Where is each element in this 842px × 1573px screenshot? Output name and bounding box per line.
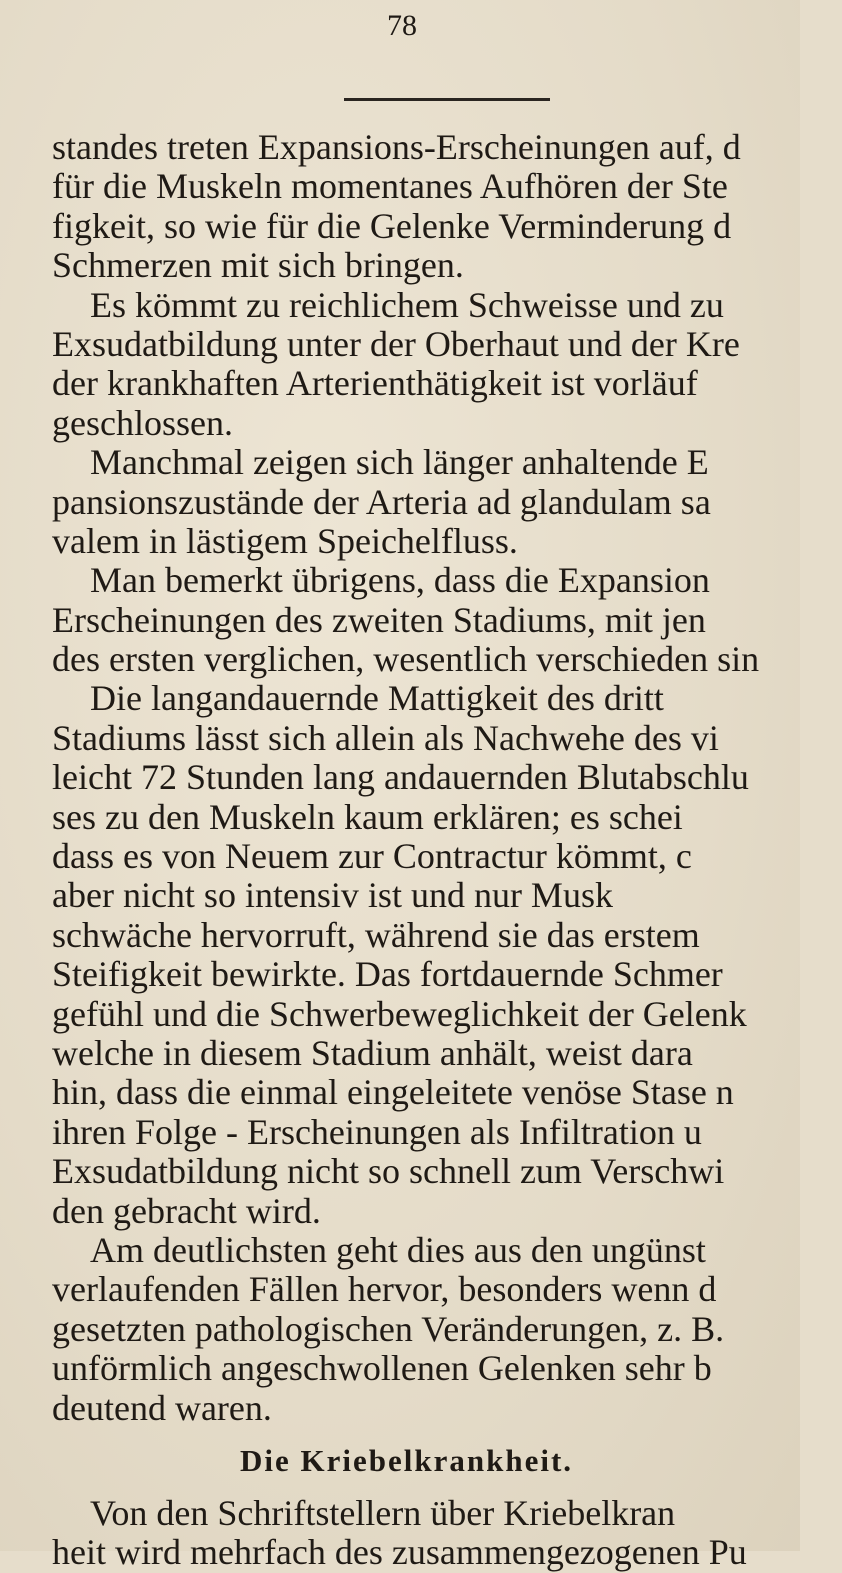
text-line: standes treten Expansions-Erscheinungen auf, d xyxy=(52,127,741,167)
text-line: deutend waren. xyxy=(52,1387,272,1428)
page-number: 78 xyxy=(387,9,417,42)
text-line: verlaufenden Fällen hervor, besonders wenn d xyxy=(52,1269,717,1310)
text-line: gefühl und die Schwerbeweglichkeit der Gelenk xyxy=(52,993,747,1034)
text-line: geschlossen. xyxy=(52,402,233,443)
text-line: für die Muskeln momentanes Aufhören der Ste xyxy=(52,166,728,207)
text-line: leicht 72 Stunden lang andauernden Blutabschlu xyxy=(52,757,749,798)
text-line: Exsudatbildung unter der Oberhaut und der Kre xyxy=(52,323,740,364)
text-line: Erscheinungen des zweiten Stadiums, mit jen xyxy=(52,599,706,640)
body-text xyxy=(52,128,842,1573)
text-line: Manchmal zeigen sich länger anhaltende E xyxy=(90,442,709,483)
text-line: aber nicht so intensiv ist und nur Musk xyxy=(52,875,613,916)
text-line: Exsudatbildung nicht so schnell zum Verschwi xyxy=(52,1151,725,1192)
text-line: heit wird mehrfach des zusammengezogenen Pu xyxy=(52,1532,747,1573)
text-line: ses zu den Muskeln kaum erklären; es schei xyxy=(52,796,683,837)
header-rule xyxy=(344,98,550,101)
text-line: Stadiums lässt sich allein als Nachwehe des vi xyxy=(52,717,719,758)
section-heading: Die Kriebelkrankheit. xyxy=(240,1442,574,1478)
text-line: ihren Folge - Erscheinungen als Infiltration u xyxy=(52,1111,702,1152)
text-line: den gebracht wird. xyxy=(52,1190,321,1231)
text-line: dass es von Neuem zur Contractur kömmt, c xyxy=(52,836,692,877)
text-line: Am deutlichsten geht dies aus den ungünst xyxy=(90,1229,706,1270)
text-line: Schmerzen mit sich bringen. xyxy=(52,245,464,286)
text-line: figkeit, so wie für die Gelenke Verminderung d xyxy=(52,205,732,246)
text-line: hin, dass die einmal eingeleitete venöse Stase n xyxy=(52,1072,734,1113)
text-line: des ersten verglichen, wesentlich verschieden sin xyxy=(52,639,760,680)
text-line: schwäche hervorruft, während sie das erstem xyxy=(52,914,700,955)
text-line: pansionszustände der Arteria ad glandulam sa xyxy=(52,481,711,522)
text-line: unförmlich angeschwollenen Gelenken sehr b xyxy=(52,1348,712,1389)
text-line: Steifigkeit bewirkte. Das fortdauernde Schmer xyxy=(52,954,723,995)
text-line: gesetzten pathologischen Veränderungen, z. B. xyxy=(52,1308,725,1349)
text-line: Man bemerkt übrigens, dass die Expansion xyxy=(90,560,710,601)
text-line: Die langandauernde Mattigkeit des dritt xyxy=(90,678,664,719)
text-line: Es kömmt zu reichlichem Schweisse und zu xyxy=(90,284,724,325)
text-line: der krankhaften Arterienthätigkeit ist vorläuf xyxy=(52,363,698,404)
text-line: welche in diesem Stadium anhält, weist dara xyxy=(52,1032,693,1073)
text-line: valem in lästigem Speichelfluss. xyxy=(52,520,518,561)
text-line: Von den Schriftstellern über Kriebelkran xyxy=(90,1492,676,1533)
